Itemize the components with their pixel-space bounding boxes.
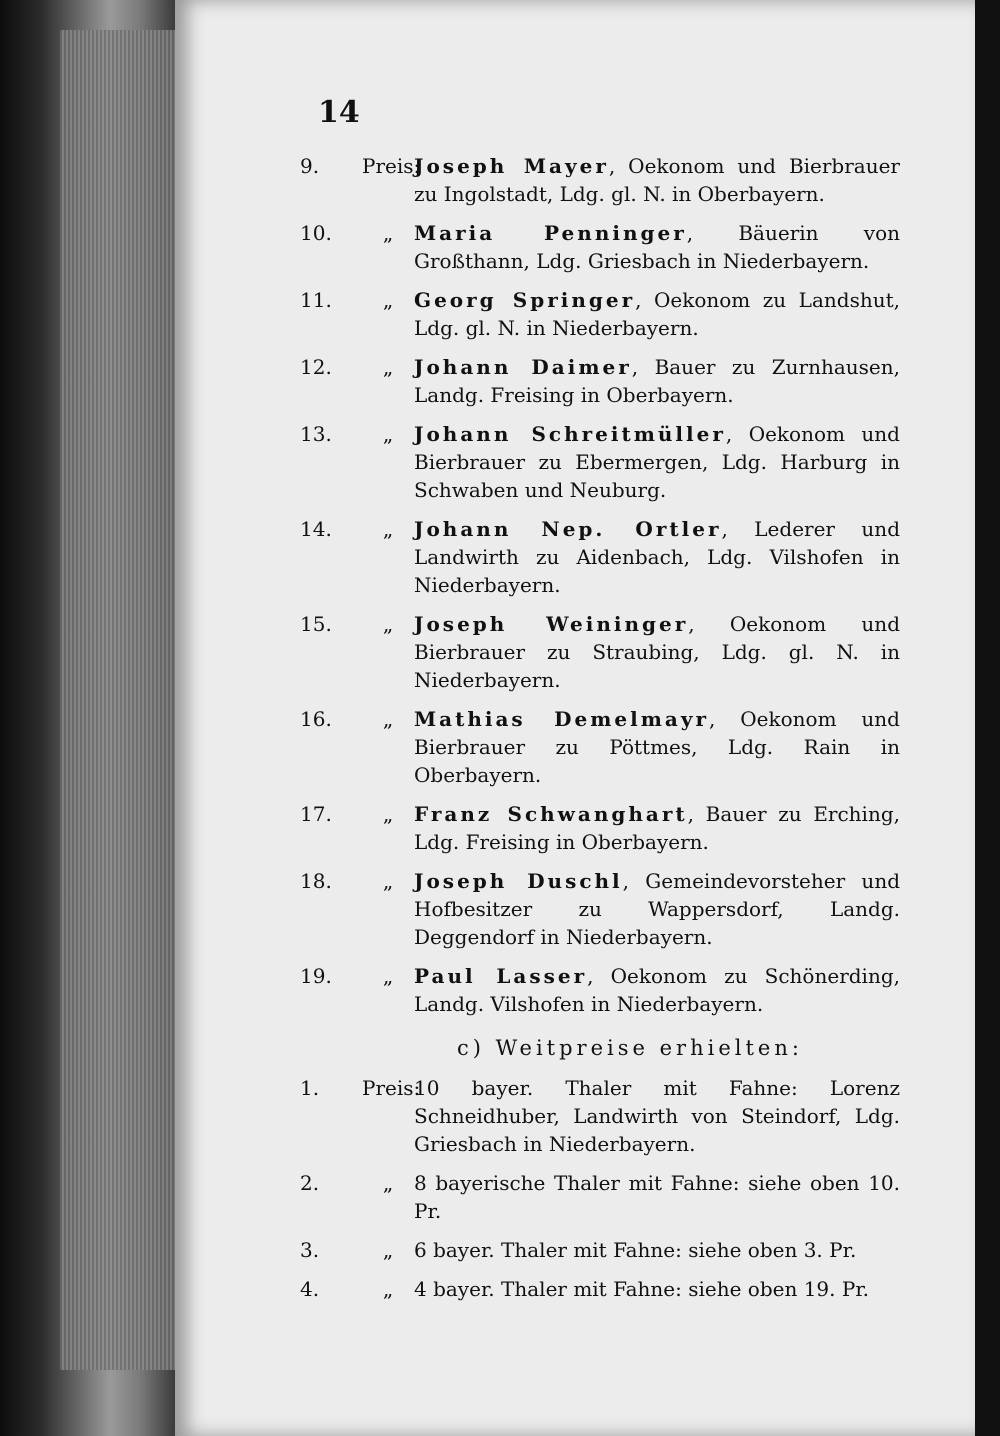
list-item <box>300 1236 900 1264</box>
entry-prefix: „ <box>382 355 394 379</box>
list-item <box>300 610 900 694</box>
entry-text <box>414 705 900 789</box>
list-item <box>300 800 900 856</box>
list-item <box>300 353 900 409</box>
entry-description: , Oekonom und Bierbrauer zu Ingolstadt, Ldg. gl. N. in Oberbayern. <box>414 154 900 206</box>
list-item <box>300 515 900 599</box>
entry-number: 3. <box>300 1238 320 1262</box>
entry-number: 16. <box>300 707 332 731</box>
entry-text <box>414 420 900 504</box>
list-item <box>300 1275 900 1303</box>
entry-number: 1. <box>300 1076 320 1100</box>
entry-description: , Bäuerin von Großthann, Ldg. Griesbach in Niederbayern. <box>414 221 900 273</box>
entry-text <box>414 867 900 951</box>
entry-number: 2. <box>300 1171 320 1195</box>
list-item <box>300 962 900 1018</box>
entry-description: , Oekonom zu Landshut, Ldg. gl. N. in Niederbayern. <box>414 288 900 340</box>
entry-text <box>414 515 900 599</box>
entry-description: , Oekonom und Bierbrauer zu Straubing, Ldg. gl. N. in Niederbayern. <box>414 612 900 692</box>
entry-text: 10 bayer. Thaler mit Fahne: Lorenz Schneidhuber, Landwirth von Steindorf, Ldg. Griesbach in Niederbayern. <box>414 1076 900 1156</box>
entry-text: 4 bayer. Thaler mit Fahne: siehe oben 19. Pr. <box>414 1277 870 1301</box>
entry-prefix: „ <box>382 221 394 245</box>
entry-description: , Oekonom und Bierbrauer zu Ebermergen, Ldg. Harburg in Schwaben und Neuburg. <box>414 422 900 502</box>
entry-prefix: Preis: <box>362 154 421 178</box>
person-name: Paul Lasser <box>414 964 588 988</box>
list-item <box>300 219 900 275</box>
list-item <box>300 1169 900 1225</box>
entry-description: , Oekonom und Bierbrauer zu Pöttmes, Ldg. Rain in Oberbayern. <box>414 707 900 787</box>
prize-list <box>300 152 900 1018</box>
list-item <box>300 705 900 789</box>
entry-text <box>414 286 900 342</box>
person-name: Franz Schwanghart <box>414 802 688 826</box>
person-name: Maria Penninger <box>414 221 687 245</box>
person-name: Joseph Duschl <box>414 869 623 893</box>
entry-prefix: „ <box>382 612 394 636</box>
entry-prefix: „ <box>382 1171 394 1195</box>
entry-number: 9. <box>300 154 320 178</box>
person-name: Johann Nep. Ortler <box>414 517 722 541</box>
weitpreise-list <box>300 1074 900 1303</box>
entry-prefix: „ <box>382 517 394 541</box>
entry-text <box>414 353 900 409</box>
entry-text <box>414 800 900 856</box>
list-item <box>300 286 900 342</box>
entry-description: , Lederer und Landwirth zu Aidenbach, Ldg. Vilshofen in Niederbayern. <box>414 517 900 597</box>
list-item <box>300 152 900 208</box>
person-name: Joseph Mayer <box>414 154 609 178</box>
entry-text <box>414 219 900 275</box>
scan-right-edge <box>975 0 1000 1436</box>
list-item <box>300 420 900 504</box>
entry-prefix: „ <box>382 964 394 988</box>
entry-number: 19. <box>300 964 332 988</box>
entry-number: 17. <box>300 802 332 826</box>
entry-prefix: „ <box>382 707 394 731</box>
entry-prefix: „ <box>382 1277 394 1301</box>
entry-number: 18. <box>300 869 332 893</box>
entry-text <box>414 962 900 1018</box>
entry-number: 10. <box>300 221 332 245</box>
person-name: Georg Springer <box>414 288 636 312</box>
list-item <box>300 867 900 951</box>
entry-description: , Gemeindevorsteher und Hofbesitzer zu Wappersdorf, Landg. Deggendorf in Niederbayern. <box>414 869 900 949</box>
entry-text <box>414 152 900 208</box>
entry-description: , Bauer zu Zurnhausen, Landg. Freising in Oberbayern. <box>414 355 900 407</box>
entry-number: 4. <box>300 1277 320 1301</box>
entry-number: 12. <box>300 355 332 379</box>
entry-number: 15. <box>300 612 332 636</box>
list-item <box>300 1074 900 1158</box>
person-name: Mathias Demelmayr <box>414 707 710 731</box>
entry-prefix: „ <box>382 1238 394 1262</box>
person-name: Joseph Weininger <box>414 612 689 636</box>
entry-number: 13. <box>300 422 332 446</box>
entry-prefix: Preis: <box>362 1076 421 1100</box>
person-name: Johann Daimer <box>414 355 632 379</box>
entry-prefix: „ <box>382 802 394 826</box>
entry-description: , Bauer zu Erching, Ldg. Freising in Oberbayern. <box>414 802 900 854</box>
entry-number: 14. <box>300 517 332 541</box>
book-page <box>175 0 975 1436</box>
page-number: 14 <box>318 95 360 130</box>
entry-description: , Oekonom zu Schönerding, Landg. Vilshofen in Niederbayern. <box>414 964 900 1016</box>
entry-number: 11. <box>300 288 332 312</box>
entry-text <box>414 610 900 694</box>
page-stack <box>60 30 180 1370</box>
entry-prefix: „ <box>382 422 394 446</box>
entry-prefix: „ <box>382 869 394 893</box>
section-heading: c) Weitpreise erhielten: <box>457 1036 803 1060</box>
person-name: Johann Schreitmüller <box>414 422 726 446</box>
entry-prefix: „ <box>382 288 394 312</box>
entry-text: 8 bayerische Thaler mit Fahne: siehe oben 10. Pr. <box>414 1171 900 1223</box>
page-content <box>300 95 900 1314</box>
entry-text: 6 bayer. Thaler mit Fahne: siehe oben 3. Pr. <box>414 1238 857 1262</box>
